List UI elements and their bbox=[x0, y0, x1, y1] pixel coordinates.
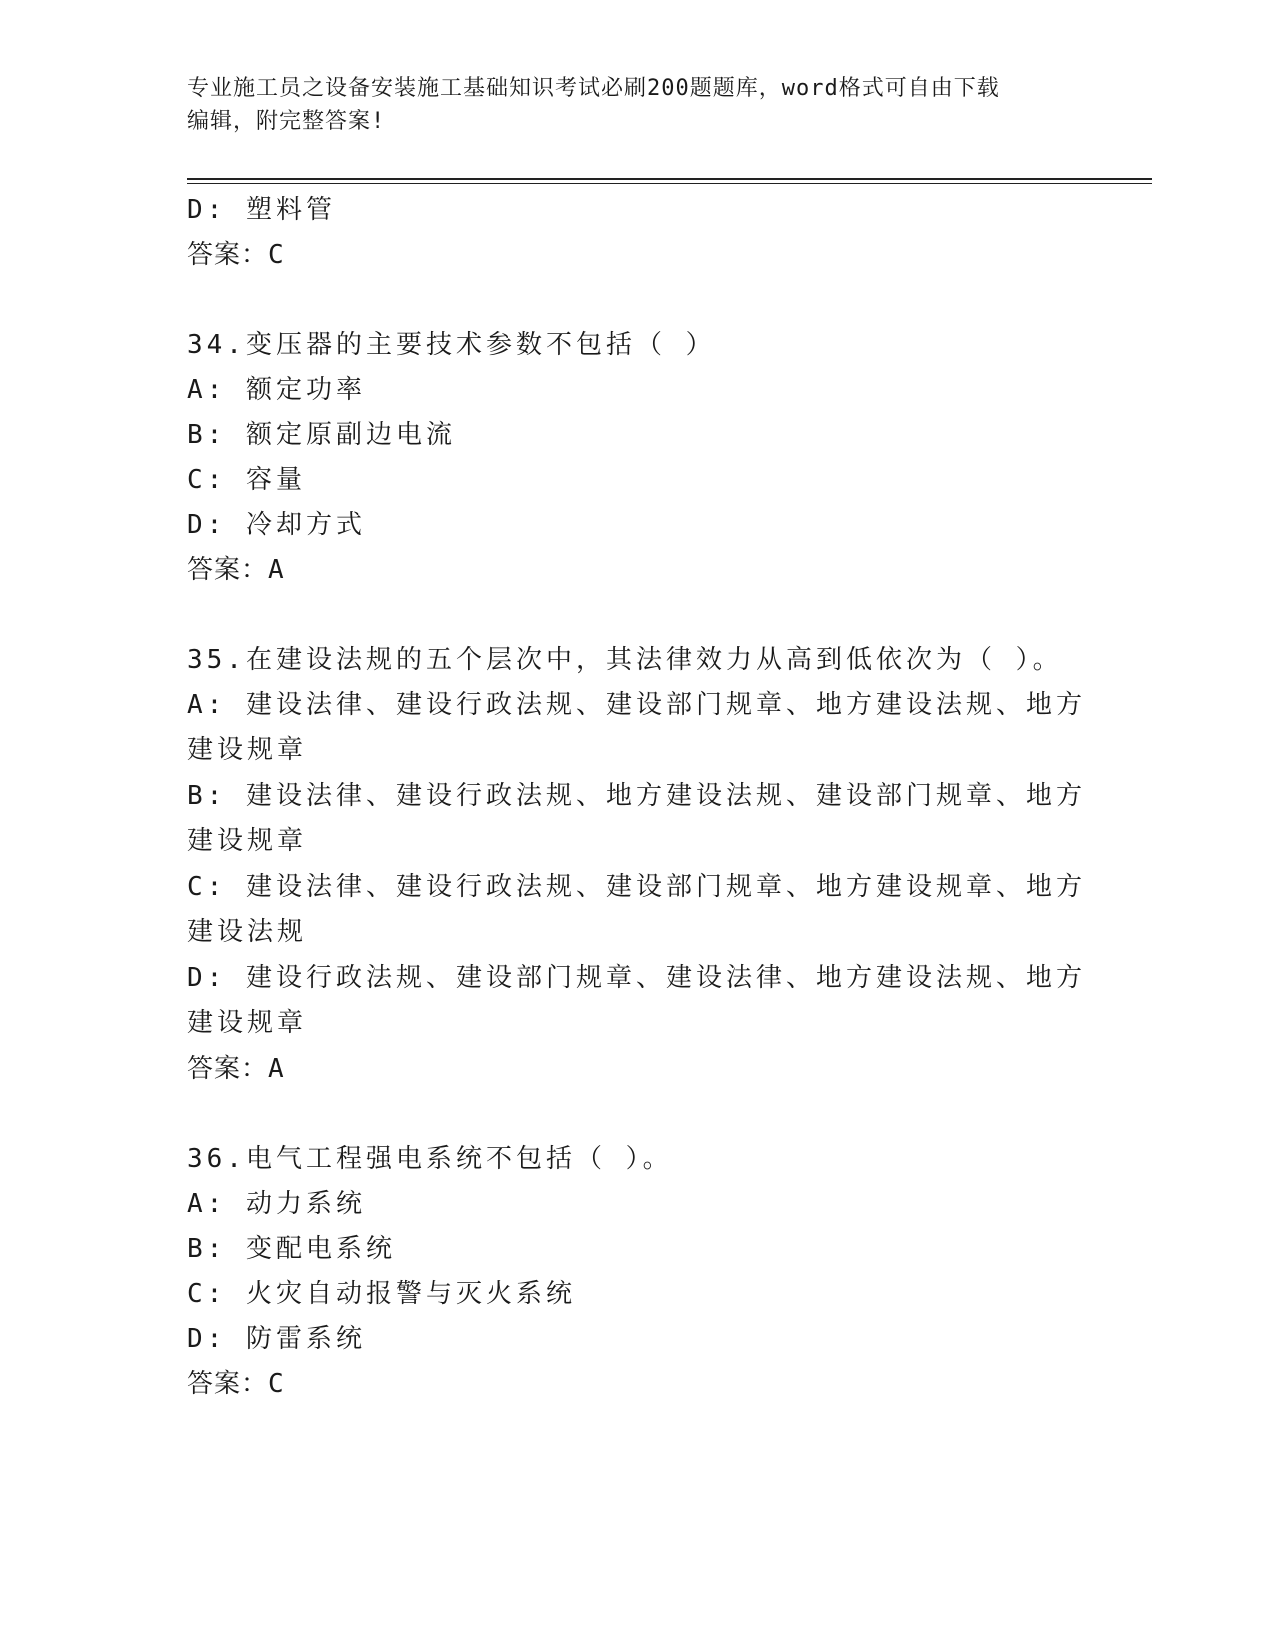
answer-value: C bbox=[268, 240, 284, 270]
answer-label: 答案： bbox=[187, 1054, 269, 1084]
spacer bbox=[187, 593, 1087, 638]
answer-line bbox=[187, 1047, 1087, 1092]
answer-label: 答案： bbox=[187, 555, 269, 585]
option-a: A: 动力系统 bbox=[187, 1189, 366, 1219]
header-title-line-1: 专业施工员之设备安装施工基础知识考试必刷200题题库，word格式可自由下载 bbox=[187, 76, 1000, 101]
answer-line bbox=[187, 548, 1087, 593]
option-d: D: 冷却方式 bbox=[187, 510, 366, 540]
option-b: B: 变配电系统 bbox=[187, 1234, 396, 1264]
answer-line bbox=[187, 233, 1087, 278]
option-c: C: 容量 bbox=[187, 465, 306, 495]
question-34 bbox=[187, 323, 1087, 593]
option-d: D: 防雷系统 bbox=[187, 1324, 366, 1354]
header-title-line-2: 编辑，附完整答案! bbox=[187, 109, 386, 134]
option-d: D: 建设行政法规、建设部门规章、建设法律、地方建设法规、地方建设规章 bbox=[187, 963, 1086, 1038]
option-b: B: 额定原副边电流 bbox=[187, 420, 456, 450]
option-b: B: 建设法律、建设行政法规、地方建设法规、建设部门规章、地方建设规章 bbox=[187, 781, 1086, 856]
option-a: A: 额定功率 bbox=[187, 375, 366, 405]
question-36 bbox=[187, 1137, 1087, 1407]
answer-value: C bbox=[268, 1369, 284, 1399]
header-divider-thin bbox=[187, 183, 1152, 184]
answer-value: A bbox=[268, 1054, 284, 1084]
question-title: 35.在建设法规的五个层次中，其法律效力从高到低依次为（ ）。 bbox=[187, 645, 1063, 675]
option-d: D: 塑料管 bbox=[187, 195, 336, 225]
document-body bbox=[187, 188, 1087, 1407]
spacer bbox=[187, 1092, 1087, 1137]
question-title: 36.电气工程强电系统不包括（ ）。 bbox=[187, 1144, 673, 1174]
answer-label: 答案： bbox=[187, 240, 269, 270]
question-title: 34.变压器的主要技术参数不包括（ ） bbox=[187, 330, 716, 360]
option-c: C: 火灾自动报警与灭火系统 bbox=[187, 1279, 576, 1309]
answer-value: A bbox=[268, 555, 284, 585]
header-divider-thick bbox=[187, 178, 1152, 180]
answer-line bbox=[187, 1362, 1087, 1407]
option-a: A: 建设法律、建设行政法规、建设部门规章、地方建设法规、地方建设规章 bbox=[187, 690, 1086, 765]
document-header bbox=[187, 72, 1067, 138]
answer-label: 答案： bbox=[187, 1369, 269, 1399]
spacer bbox=[187, 278, 1087, 323]
question-35 bbox=[187, 638, 1087, 1092]
option-c: C: 建设法律、建设行政法规、建设部门规章、地方建设规章、地方建设法规 bbox=[187, 872, 1086, 947]
